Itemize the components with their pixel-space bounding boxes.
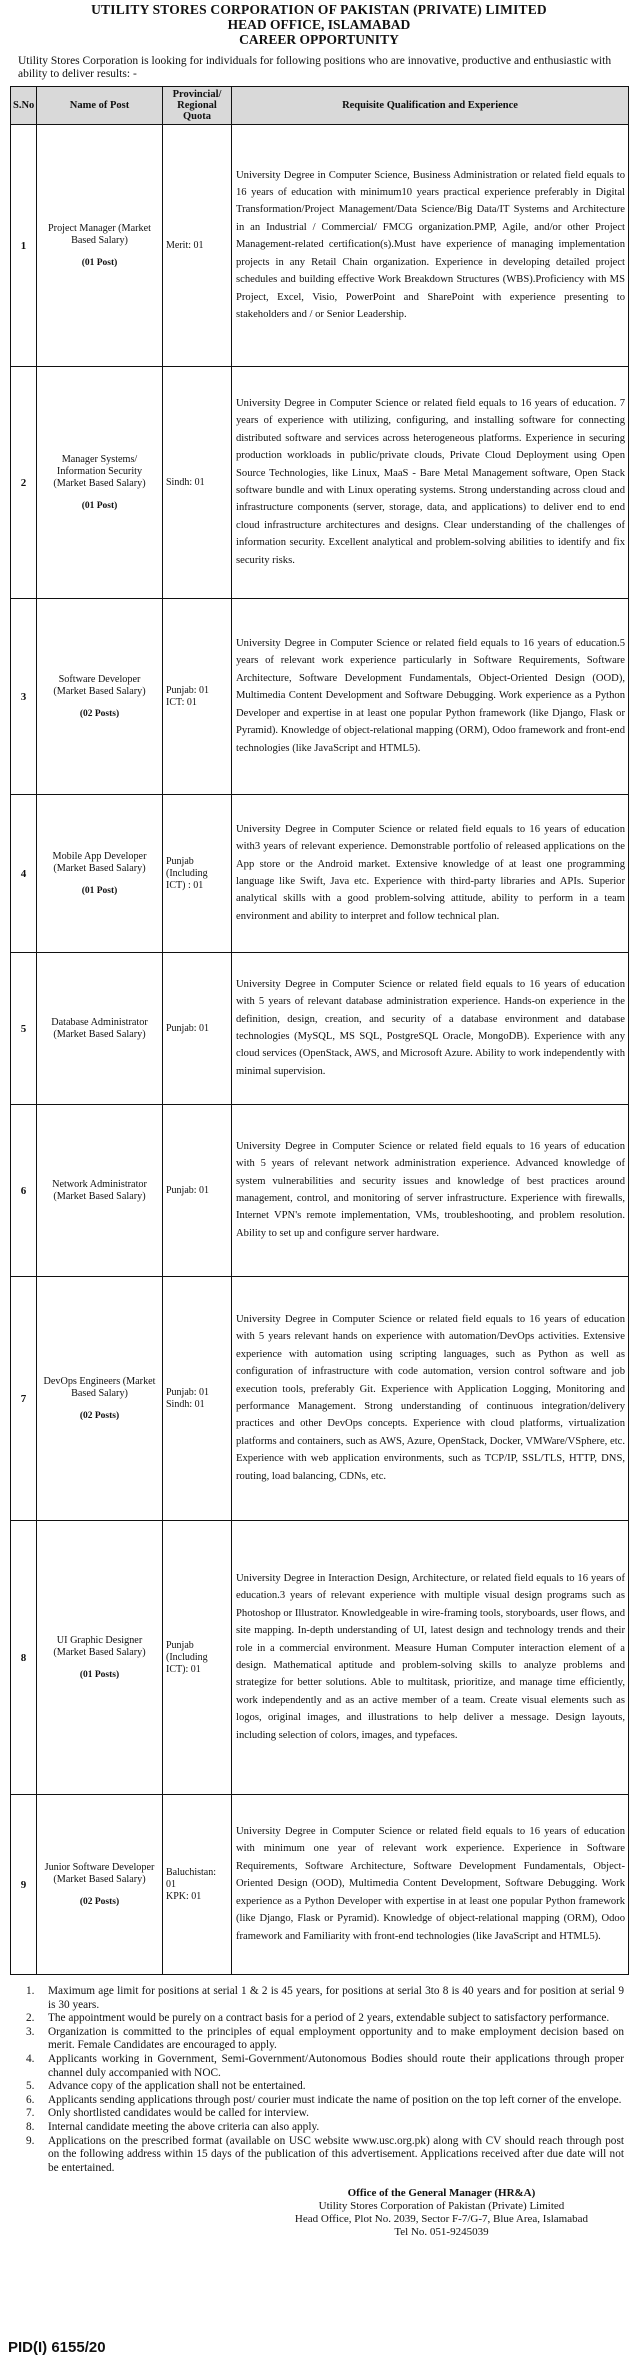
note-item	[26, 2026, 624, 2053]
note-text: Applicants working in Government, Semi-Government/Autonomous Bodies should route their applications through proper channel duly accompanied with NOC.	[48, 2052, 624, 2079]
row-post	[37, 795, 163, 953]
note-item	[26, 2053, 624, 2080]
note-item	[26, 2012, 624, 2026]
table-row	[11, 599, 629, 795]
note-number: 4.	[26, 2052, 35, 2065]
note-text: The appointment would be purely on a contract basis for a period of 2 years, extendable subject to satisfactory performance.	[48, 2012, 610, 2025]
note-number: 9.	[26, 2134, 35, 2147]
row-quota: Punjab: 01 Sindh: 01	[163, 1277, 232, 1521]
table-row	[11, 1521, 629, 1795]
row-sno: 9	[11, 1795, 37, 1975]
office-line2: Head Office, Plot No. 2039, Sector F-7/G-7, Blue Area, Islamabad	[294, 2213, 588, 2226]
post-count: (02 Posts)	[79, 1410, 120, 1421]
row-quota: Baluchistan: 01 KPK: 01	[163, 1795, 232, 1975]
row-sno: 7	[11, 1277, 37, 1521]
row-post	[37, 367, 163, 599]
row-post	[37, 1277, 163, 1521]
positions-table	[10, 86, 629, 1975]
note-item	[26, 2107, 624, 2121]
table-row	[11, 795, 629, 953]
note-text: Internal candidate meeting the above criteria can also apply.	[48, 2120, 320, 2133]
post-name: Manager Systems/ Information Security (Market Based Salary)	[53, 453, 146, 489]
row-requirements: University Degree in Computer Science or related field equals to 16 years of education with3 years of relevant experience. Demonstrable portfolio of released applications on the App store or the Android market. Extensive knowledge of at least one programming language like Swift, Java etc. Experience with third-party libraries and APIs. Superior analytical skills with a good problem-solving attitude, ability to perform in a team environment and ability to interpret and follow technical plan.	[232, 795, 629, 953]
row-post	[37, 1521, 163, 1795]
row-sno: 4	[11, 795, 37, 953]
post-name: Mobile App Developer (Market Based Salary)	[52, 850, 147, 874]
note-number: 2.	[26, 2012, 35, 2025]
post-name: DevOps Engineers (Market Based Salary)	[43, 1375, 156, 1399]
row-quota: Punjab: 01	[163, 953, 232, 1105]
header-requirements: Requisite Qualification and Experience	[232, 87, 629, 125]
office-line1: Utility Stores Corporation of Pakistan (Private) Limited	[318, 2200, 565, 2213]
header-post: Name of Post	[37, 87, 163, 125]
note-number: 3.	[26, 2025, 35, 2038]
row-requirements: University Degree in Computer Science or related field equals to 16 years of education. 7 years of experience with utilizing, configuring, and installing software for connecting distributed software and services across heterogeneous platforms. Experience in securing production workloads in public/private clouds, Private Cloud Deployment using Open Source Technologies, like Linux, MaaS - Bare Metal Management software, Open Stack software bundle and with Linux operating systems. Strong understanding across cloud and infrastructure components (server, storage, data, and applications) to deliver end to end cloud infrastructure architectures and designs. Clear understanding of the challenges of information security. Excellent analytical and problem-solving abilities to identify and fix security risks.	[232, 367, 629, 599]
row-requirements: University Degree in Computer Science or related field equals to 16 years of education with 5 years of relevant network administration experience. Advanced knowledge of system vulnerabilities and security issues and knowledge of best practices around management, control, and monitoring of server infrastructure. Experience with firewalls, Internet VPN's remote implementation, VMs, troubleshooting, and problem resolution. Ability to set up and configure server hardware.	[232, 1105, 629, 1277]
office-line3: Tel No. 051-9245039	[394, 2226, 489, 2239]
table-body	[11, 125, 629, 1975]
post-count: (01 Post)	[81, 500, 118, 511]
note-number: 5.	[26, 2080, 35, 2093]
row-quota: Sindh: 01	[163, 367, 232, 599]
row-quota: Punjab (Including ICT) : 01	[163, 795, 232, 953]
note-number: 7.	[26, 2107, 35, 2120]
post-name: UI Graphic Designer (Market Based Salary)	[53, 1634, 146, 1658]
row-sno: 2	[11, 367, 37, 599]
post-count: (01 Post)	[81, 885, 118, 896]
row-requirements: University Degree in Computer Science or related field equals to 16 years of education with 5 years of relevant database administration experience. Hands-on experience in the definition, design, creation, and security of a database environment and database technologies (MySQL, MS SQL, PostgreSQL Oracle, MongoDB). Experience with any cloud services (OpenStack, AWS, and Microsoft Azure. Ability to work independently with minimal supervision.	[232, 953, 629, 1105]
document-header	[10, 0, 628, 47]
row-quota: Merit: 01	[163, 125, 232, 367]
header-sno: S.No	[11, 87, 37, 125]
row-requirements: University Degree in Interaction Design, Architecture, or related field equals to 16 years of education.3 years of relevant experience with multiple visual design programs such as Photoshop or Illustrator. Knowledgeable in wire-framing tools, storyboards, user flows, and site mapping. In-depth understanding of UI, latest design and technology trends and their role in a commercial environment. Measure Human Computer interaction element of a design. Mathematical aptitude and problem-solving skills to analyze problems and strategize for better solutions. Able to multitask, prioritize, and manage time efficiently, work independently and as an active member of a team. Create visual elements such as logos, original images, and illustrations to help deliver a message. Design layouts, including selection of colors, images, and typefaces.	[232, 1521, 629, 1795]
note-number: 1.	[26, 1985, 35, 1997]
row-requirements: University Degree in Computer Science or related field equals to 16 years of education.5 years of relevant work experience particularly in Software Requirements, Software Architecture, Software Development Fundamentals, Object-Oriented Design (OOD), Multimedia Content Development and Software Debugging. Work experience as a Python Developer and expertise in at least one popular Python framework (like Django, Flask or Pyramid). Knowledge of object-relational mapping (ORM), Odoo framework and front-end technologies (like JavaScript and HTML5).	[232, 599, 629, 795]
note-text: Applications on the prescribed format (available on USC website www.usc.org.pk) along with CV should reach through post on the following address within 15 days of the publication of this advertisement. Applications received after due date will not be entertained.	[48, 2134, 624, 2174]
table-row	[11, 367, 629, 599]
header-quota: Provincial/ Regional Quota	[163, 87, 232, 125]
row-post	[37, 599, 163, 795]
row-post	[37, 953, 163, 1105]
row-post	[37, 125, 163, 367]
post-name: Software Developer (Market Based Salary)	[53, 673, 146, 697]
post-name: Project Manager (Market Based Salary)	[48, 222, 151, 246]
note-text: Only shortlisted candidates would be called for interview.	[48, 2107, 309, 2120]
post-name: Network Administrator (Market Based Salary)	[52, 1178, 147, 1202]
post-count: (01 Posts)	[79, 1669, 120, 1680]
row-sno: 6	[11, 1105, 37, 1277]
note-number: 6.	[26, 2093, 35, 2106]
org-name: UTILITY STORES CORPORATION OF PAKISTAN (PRIVATE) LIMITED	[91, 2, 547, 17]
row-requirements: University Degree in Computer Science or related field equals to 16 years of education with minimum one year of relevant work experience. Experience in Software Requirements, Software Architecture, Software Development Fundamentals, Object-Oriented Design (OOD), Multimedia Content Development, Software Debugging. Work experience as a Python Developer with expertise in at least one popular Python framework (like Django, Flask or Pyramid). Knowledge of object-relational mapping (ORM), Odoo framework and Familiarity with front-end technologies (like JavaScript and HTML5).	[232, 1795, 629, 1975]
row-requirements: University Degree in Computer Science or related field equals to 16 years of education with 5 years relevant hands on experience with automation/DevOps activities. Extensive experience with automation using scripting languages, such as Python as well as configuration of infrastructure with code automation, version control software and job execution tools, preferably Git. Experience with Application Logging, Monitoring and performance Management. Strong understanding of continuous integration/delivery practices and other DevOps concepts. Experience with cloud platforms, virtualization platforms and containers, such as AWS, Azure, OpenStack, Docker, VMWare/VSphere, etc. Experience with web application environments, such as TCP/IP, SSL/TLS, HTTP, DNS, routing, load balancing, CDNs, etc.	[232, 1277, 629, 1521]
office-location: HEAD OFFICE, ISLAMABAD	[227, 17, 411, 32]
note-item	[26, 2080, 624, 2094]
row-sno: 8	[11, 1521, 37, 1795]
office-title: Office of the General Manager (HR&A)	[347, 2187, 536, 2200]
row-sno: 3	[11, 599, 37, 795]
note-item	[26, 2135, 624, 2176]
row-sno: 1	[11, 125, 37, 367]
intro-text: Utility Stores Corporation is looking for individuals for following positions who are innovative, productive and enthusiastic with ability to deliver results: -	[18, 55, 612, 80]
table-row	[11, 1277, 629, 1521]
note-item	[26, 2121, 624, 2135]
post-name: Junior Software Developer (Market Based Salary)	[44, 1861, 155, 1885]
row-quota: Punjab: 01 ICT: 01	[163, 599, 232, 795]
office-address	[10, 2187, 628, 2239]
note-text: Applicants sending applications through post/ courier must indicate the name of position on the top left corner of the envelope.	[48, 2093, 622, 2106]
note-text: Organization is committed to the principles of equal employment opportunity and to make employment decision based on merit. Female Candidates are encouraged to apply.	[48, 2025, 624, 2052]
row-post	[37, 1795, 163, 1975]
row-sno: 5	[11, 953, 37, 1105]
row-post	[37, 1105, 163, 1277]
table-header-row	[11, 87, 629, 125]
pid-number: PID(I) 6155/20	[8, 2339, 106, 2356]
note-item	[26, 2094, 624, 2108]
doc-title: CAREER OPPORTUNITY	[239, 32, 399, 47]
row-quota: Punjab (Including ICT): 01	[163, 1521, 232, 1795]
note-number: 8.	[26, 2120, 35, 2133]
row-quota: Punjab: 01	[163, 1105, 232, 1277]
note-text: Maximum age limit for positions at serial 1 & 2 is 45 years, for positions at serial 3to 8 is 40 years and for position at serial 9 is 30 years.	[48, 1985, 624, 2011]
table-row	[11, 1105, 629, 1277]
note-text: Advance copy of the application shall not be entertained.	[48, 2080, 306, 2093]
note-item	[26, 1985, 624, 2012]
notes-list	[10, 1985, 628, 2175]
row-requirements: University Degree in Computer Science, Business Administration or related field equals to 16 years of education with minimum10 years practical experience preferably in Digital Transformation/Project Management/Data Science/Big Data/IT Systems and Architecture in an Industrial / Commercial/ FMCG organization.PMP, Agile, and/or other Project Management-related certification(s).Must have experience of managing implementation projects in any Retail Chain organization. Experience in developing detailed project schedules and building effective Work Breakdown Structures (WBS).Proficiency with MS Project, Excel, Visio, PowerPoint and SharePoint with experience presenting to stakeholders and / or Senior Leadership.	[232, 125, 629, 367]
post-count: (02 Posts)	[79, 708, 120, 719]
table-row	[11, 125, 629, 367]
table-row	[11, 1795, 629, 1975]
post-name: Database Administrator (Market Based Salary)	[51, 1016, 148, 1040]
table-row	[11, 953, 629, 1105]
post-count: (01 Post)	[81, 257, 118, 268]
post-count: (02 Posts)	[79, 1896, 120, 1907]
